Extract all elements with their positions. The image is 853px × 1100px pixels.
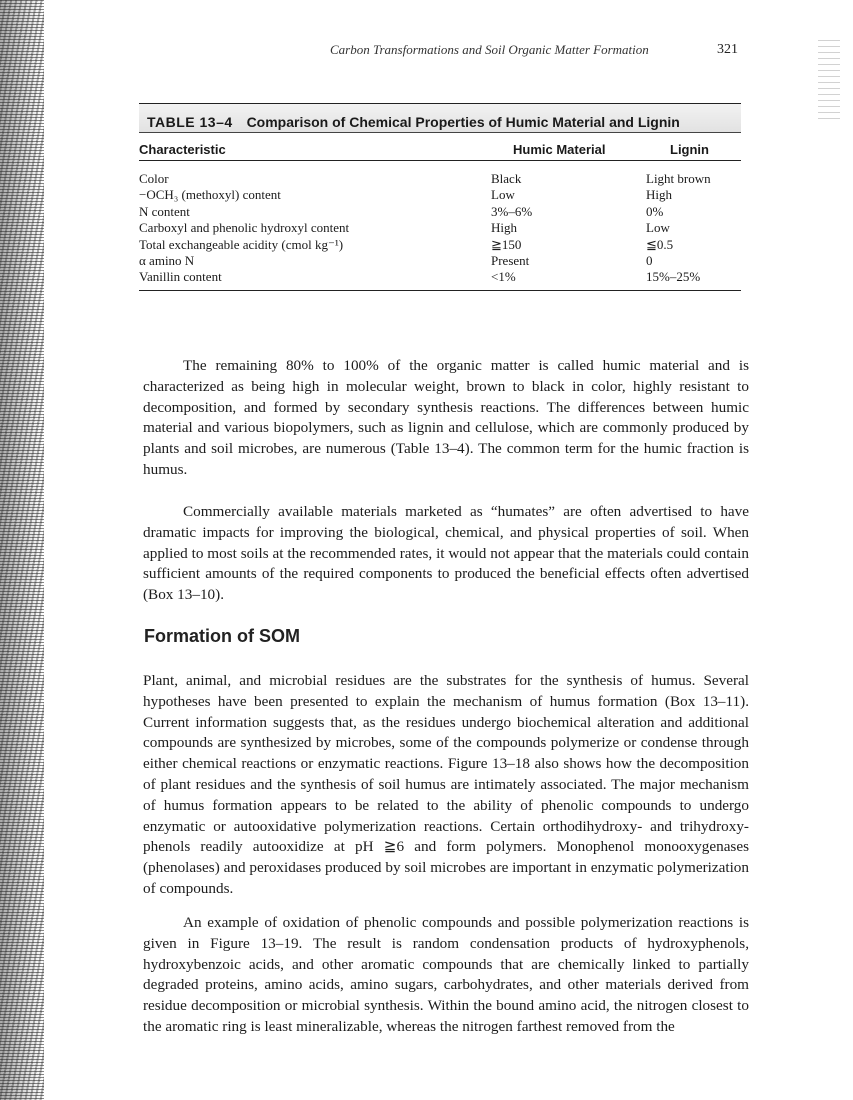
section-heading: Formation of SOM xyxy=(144,626,300,646)
table-row xyxy=(139,237,741,253)
table-row xyxy=(139,269,741,289)
table-row xyxy=(139,187,741,203)
column-header-humic-material: Humic Material xyxy=(491,133,646,161)
table-cell: High xyxy=(646,187,672,203)
table-cell: ≦0.5 xyxy=(646,236,674,252)
table-cell: 3%–6% xyxy=(491,203,533,219)
table-header-row xyxy=(139,133,741,161)
page-number: 321 xyxy=(717,42,738,57)
table-cell: α amino N xyxy=(139,253,195,269)
paragraph-humic-material: The remaining 80% to 100% of the organic matter is called humic material and is characterized as being high in molecular weight, brown to black in color, highly resistant to decomposition, and formed by secondary synthesis reactions. The differences between humic material and various biopolymers, such as lignin and cellulose, which are commonly produced by plants and soil microbes, are numerous (Table 13–4). The common term for the humic fraction is humus. xyxy=(143,357,749,478)
table-cell: Vanillin content xyxy=(139,269,222,285)
table-cell: 15%–25% xyxy=(646,269,701,285)
table-title: Comparison of Chemical Properties of Humic Material and Lignin xyxy=(246,114,680,130)
table-caption xyxy=(139,104,741,133)
table-cell: 0% xyxy=(646,203,664,219)
paragraph-phenolic-oxidation: An example of oxidation of phenolic compounds and possible polymerization reactions is given in Figure 13–19. The result is random condensation products of hydroxyphenols, hydroxybenzoic acids, and other aromatic compounds that are chemically linked to partially degraded proteins, amino acids, amino sugars, carbohydrates, and other materials derived from residue decomposition or microbial synthesis. Within the bound amino acid, the nitrogen closest to the aromatic ring is least mineralizable, whereas the nitrogen farthest removed from the xyxy=(143,914,749,1035)
scan-speckle xyxy=(818,40,840,120)
table-row xyxy=(139,220,741,236)
table-row xyxy=(139,204,741,220)
paragraph-humates: Commercially available materials marketed as “humates” are often advertised to have dramatic impacts for improving the biological, chemical, and physical properties of soil. When applied to most soils at the recommended rates, it would not appear that the materials could contain sufficient amounts of the required components to produced the beneficial effects often advertised (Box 13–10). xyxy=(143,503,749,604)
table-row xyxy=(139,161,741,188)
table-cell: High xyxy=(491,220,517,236)
table-cell: ≧150 xyxy=(491,236,522,252)
table-cell: Carboxyl and phenolic hydroxyl content xyxy=(139,220,350,236)
table-cell: N content xyxy=(139,203,190,219)
table-cell: Color xyxy=(139,171,169,186)
table-cell: 0 xyxy=(646,253,653,269)
table-cell: Low xyxy=(491,187,515,203)
table-cell: Total exchangeable acidity (cmol kg⁻¹) xyxy=(139,236,344,252)
column-header-characteristic: Characteristic xyxy=(139,133,491,161)
table-cell: <1% xyxy=(491,269,516,285)
scan-binding-edge xyxy=(0,0,44,1100)
table-cell: Black xyxy=(491,171,522,186)
paragraph-humus-synthesis: Plant, animal, and microbial residues are the substrates for the synthesis of humus. Several hypotheses have been presented to explain the mechanism of humus formation (Box 13–11). Current information suggests that, as the residues undergo biochemical alteration and additional compounds are synthesized by microbes, some of the compounds polymerize or condense through either chemical reactions or enzymatic reactions. Figure 13–18 also shows how the decomposition of plant residues and the synthesis of soil humus are intimately associated. The major mechanism of humus formation appears to be related to the ability of phenolic compounds to undergo enzymatic or autooxidative polymerization reactions. Certain orthodihydroxy- and trihydroxy-phenols readily autooxidize at pH ≧6 and form polymers. Monophenol monooxygenases (phenolases) and peroxidases produced by soil microbes are important in enzymatic polymerization of compounds. xyxy=(143,672,749,897)
table-row xyxy=(139,253,741,269)
running-head: Carbon Transformations and Soil Organic Matter Formation xyxy=(330,42,649,57)
table-cell: −OCH₃ (methoxyl) content xyxy=(139,187,281,203)
table-bottom-rule xyxy=(139,290,741,291)
column-header-lignin: Lignin xyxy=(646,133,741,161)
table-cell: Low xyxy=(646,220,670,236)
table-cell: Present xyxy=(491,253,530,269)
comparison-table xyxy=(139,103,741,291)
table-cell: Light brown xyxy=(646,171,711,186)
table-label: TABLE 13–4 xyxy=(147,114,233,130)
table-grid xyxy=(139,133,741,290)
